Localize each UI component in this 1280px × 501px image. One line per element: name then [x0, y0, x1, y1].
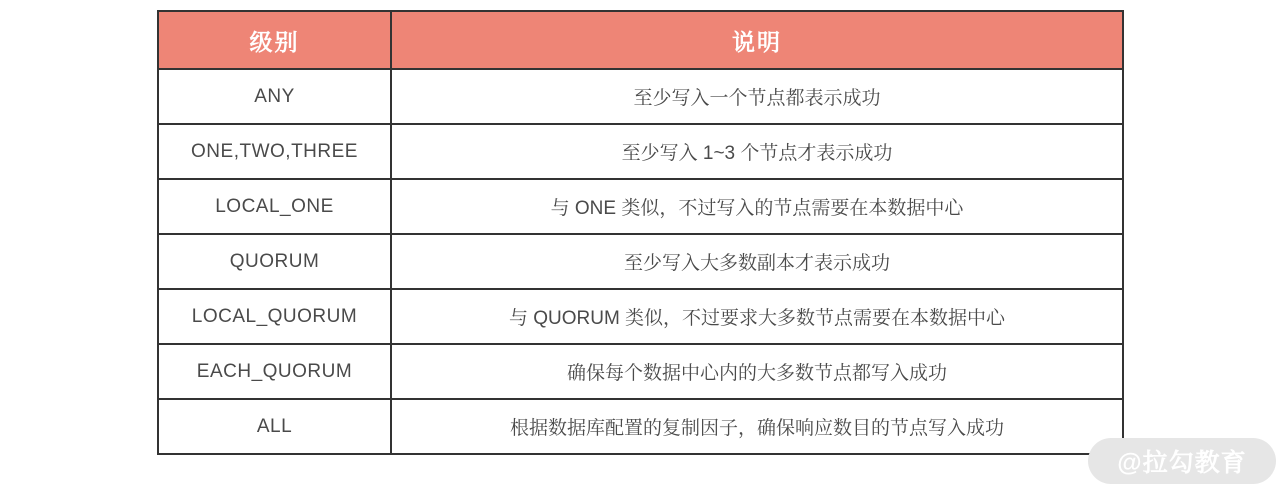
level-cell: LOCAL_QUORUM	[158, 289, 391, 344]
table-row	[158, 124, 1123, 179]
description-cell: 根据数据库配置的复制因子，确保响应数目的节点写入成功	[391, 399, 1123, 454]
description-cell: 确保每个数据中心内的大多数节点都写入成功	[391, 344, 1123, 399]
description-cell: 与 ONE 类似，不过写入的节点需要在本数据中心	[391, 179, 1123, 234]
description-cell: 与 QUORUM 类似，不过要求大多数节点需要在本数据中心	[391, 289, 1123, 344]
description-cell: 至少写入 1~3 个节点才表示成功	[391, 124, 1123, 179]
table-row	[158, 179, 1123, 234]
consistency-level-table	[157, 10, 1124, 455]
table-row	[158, 234, 1123, 289]
column-header-description: 说明	[391, 11, 1123, 69]
level-cell: EACH_QUORUM	[158, 344, 391, 399]
table-row	[158, 69, 1123, 124]
description-cell: 至少写入大多数副本才表示成功	[391, 234, 1123, 289]
description-cell: 至少写入一个节点都表示成功	[391, 69, 1123, 124]
level-cell: ANY	[158, 69, 391, 124]
watermark-badge	[1088, 438, 1276, 484]
level-cell: ONE,TWO,THREE	[158, 124, 391, 179]
table-row	[158, 289, 1123, 344]
level-cell: ALL	[158, 399, 391, 454]
table-row	[158, 344, 1123, 399]
column-header-level: 级别	[158, 11, 391, 69]
table-row	[158, 399, 1123, 454]
level-cell: QUORUM	[158, 234, 391, 289]
table-header-row	[158, 11, 1123, 69]
level-cell: LOCAL_ONE	[158, 179, 391, 234]
watermark-text: @拉勾教育	[1117, 449, 1247, 477]
